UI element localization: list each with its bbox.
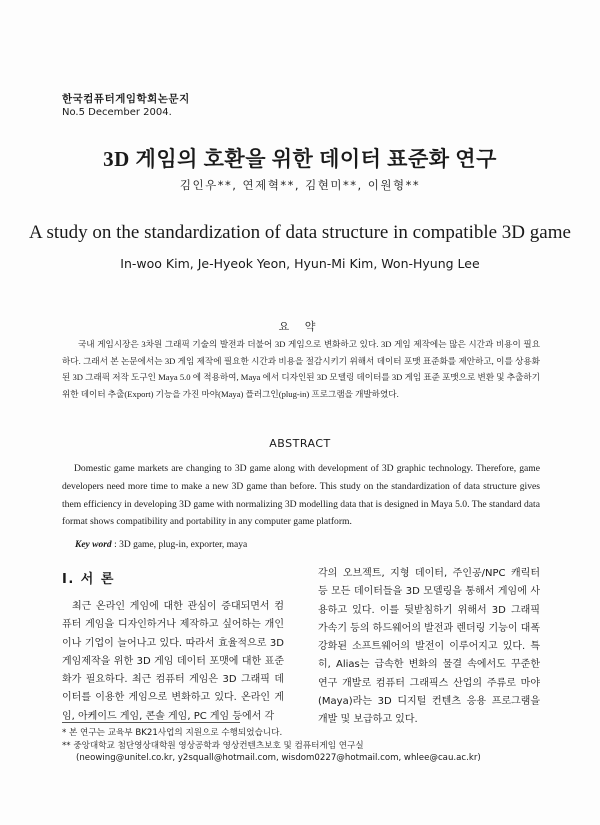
body-column-left: 최근 온라인 게임에 대한 관심이 증대되면서 컴퓨터 게임을 디자인하거나 제작하고 싶어하는 개인이나 기업이 늘어나고 있다. 따라서 효율적으로 3D 게임제작을 위한 3D 게임 데이터 포맷에 대한 표준화가 필요하다. 최근 컴퓨터 게임은 3D 그래픽 데이터를 이용한 게임으로 변화하고 있다. 온라인 게임, 아케이드 게임, 콘솔 게임, PC 게임 등에서 각: [62, 601, 284, 722]
body-column-right: 각의 오브젝트, 지형 데이터, 주인공/NPC 캐릭터 등 모든 데이터들을 3D 모델링을 통해서 게임에 사용하고 있다. 이를 뒷받침하기 위해서 3D 그래픽 가속기 등의 하드웨어의 발전과 렌더링 기능이 대폭 강화된 소프트웨어의 발전이 이루어지고 있다. 특히, Alias는 급속한 변화의 물결 속에서도 꾸준한 연구 개발로 컴퓨터 그래픽스 산업의 주류로 마야(Maya)라는 3D 디지털 컨텐츠 응용 프로그램을 개발 및 보급하고 있다.: [318, 568, 540, 726]
footnote-emails: (neowing@unitel.co.kr, y2squall@hotmail.com, wisdom0227@hotmail.com, whlee@cau.ac.kr): [76, 753, 481, 764]
korean-abstract-heading: 요 약: [278, 320, 322, 333]
english-abstract-text: Domestic game markets are changing to 3D game along with development of 3D graphic technology. Therefore, game developers need more time to make a new 3D game than before. This study on the standardization of data structure gives them efficiency in developing 3D game with normalizing 3D modelling data that is designed in Maya 5.0. The standard data format shows compatibility and portability in any computer game platform.: [62, 463, 540, 528]
korean-authors: 김인우**, 연제혁**, 김현미**, 이원형**: [179, 178, 421, 192]
keywords-value: : 3D game, plug-in, exporter, maya: [114, 540, 248, 550]
english-authors: In-woo Kim, Je-Hyeok Yeon, Hyun-Mi Kim, Won-Hyung Lee: [120, 256, 480, 271]
keywords-label: Key word: [75, 540, 112, 550]
journal-issue: No.5 December 2004.: [62, 107, 172, 118]
section-heading: Ⅰ. 서 론: [62, 572, 115, 587]
keywords-line: [75, 540, 247, 550]
korean-title: 3D 게임의 호환을 위한 데이터 표준화 연구: [103, 147, 497, 171]
footnotes: [62, 727, 542, 765]
footnote-funding: * 본 연구는 교육부 BK21사업의 지원으로 수행되었습니다.: [62, 728, 283, 738]
korean-abstract-text: 국내 게임시장은 3차원 그래픽 기술의 발전과 더불어 3D 게임으로 변화하고 있다. 3D 게임 제작에는 많은 시간과 비용이 필요하다. 그래서 본 논문에서는 3D 게임 제작에 필요한 시간과 비용을 절감시키기 위해서 데이터 포맷 표준화를 제안하고, 이를 상용화된 3D 그래픽 저작 도구인 Maya 5.0 에 적용하여, Maya 에서 디자인된 3D 모델링 데이터를 3D 게임 표준 포맷으로 변환 및 추출하기 위한 데이터 추출(Export) 기능을 가진 마야(Maya) 플러그인(plug-in) 프로그램을 개발하였다.: [62, 339, 540, 400]
journal-header: [62, 93, 190, 119]
footnote-divider: [62, 722, 240, 723]
english-abstract-heading: ABSTRACT: [269, 437, 331, 450]
english-title: A study on the standardization of data structure in compatible 3D game: [29, 222, 571, 243]
journal-name: 한국컴퓨터게임학회논문지: [62, 93, 190, 105]
footnote-affiliation: ** 중앙대학교 첨단영상대학원 영상공학과 영상컨텐츠보호 및 컴퓨터게임 연구실: [62, 740, 364, 751]
